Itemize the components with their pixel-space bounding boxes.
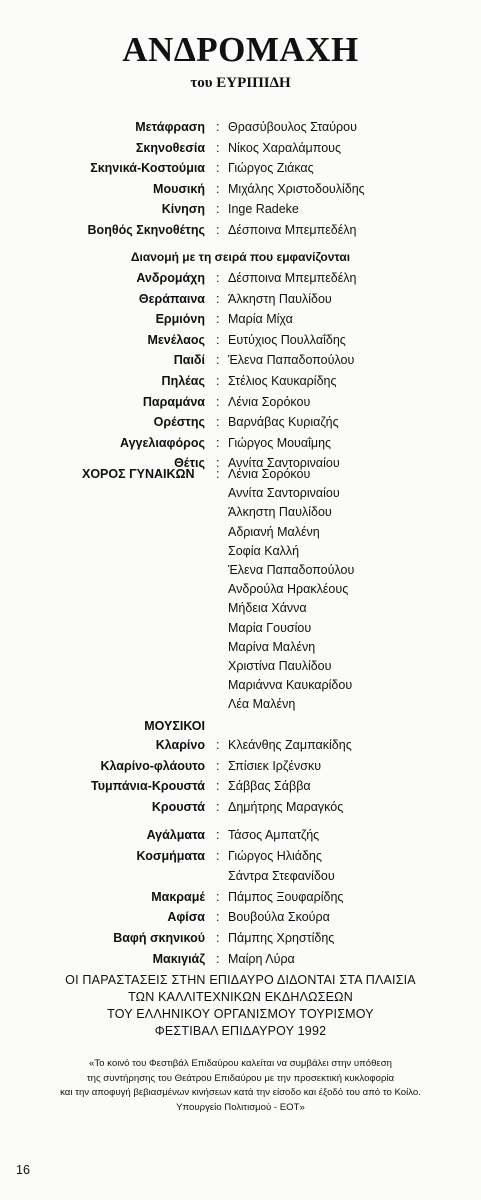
- cast-name: Στέλιος Καυκαρίδης: [228, 373, 337, 388]
- extra-name: Μαίρη Λύρα: [228, 951, 295, 966]
- cast-row: [0, 374, 481, 395]
- extra-role: Βαφή σκηνικού: [113, 930, 205, 945]
- cast-colon: :: [216, 435, 220, 450]
- extra-role: Μακιγιάζ: [152, 951, 205, 966]
- crew-role: Βοηθός Σκηνοθέτης: [87, 222, 205, 237]
- cast-colon: :: [216, 415, 220, 430]
- musician-role: Τυμπάνια-Κρουστά: [91, 779, 205, 794]
- extra-role: Αγάλματα: [146, 828, 205, 842]
- cast-role: Ορέστης: [153, 415, 205, 430]
- crew-role: Σκηνοθεσία: [135, 140, 205, 155]
- crew-colon: :: [216, 161, 220, 176]
- extra-row: [0, 828, 481, 849]
- extra-name: Πάμπος Ξουφαρίδης: [228, 889, 344, 904]
- crew-row: [0, 161, 481, 182]
- crew-colon: :: [216, 202, 220, 217]
- extra-colon: :: [216, 951, 220, 966]
- crew-row: [0, 120, 481, 141]
- crew-name: Νίκος Χαραλάμπους: [228, 140, 342, 155]
- chorus-member-name: Ανδρούλα Ηρακλέους: [228, 582, 349, 597]
- chorus-member-name: Έλενα Παπαδοπούλου: [228, 562, 355, 577]
- musician-colon: :: [216, 779, 220, 794]
- crew-role: Σκηνικά-Κοστούμια: [90, 161, 205, 176]
- musician-row: [0, 759, 481, 780]
- extra-name: Πάμπης Χρηστίδης: [228, 930, 335, 945]
- notice-line: ΦΕΣΤΙΒΑΛ ΕΠΙΔΑΥΡΟΥ 1992: [154, 1024, 327, 1038]
- extra-row: [0, 849, 481, 870]
- cast-role: Πηλέας: [161, 373, 205, 388]
- notice-line: ΤΟΥ ΕΛΛΗΝΙΚΟΥ ΟΡΓΑΝΙΣΜΟΥ ΤΟΥΡΙΣΜΟΥ: [107, 1007, 374, 1021]
- crew-name: Θρασύβουλος Σταύρου: [228, 120, 357, 134]
- quote-line: και την αποφυγή βεβιασμένων κινήσεων κατά την είσοδο και έξοδό του από το Κοίλο.: [60, 1087, 421, 1098]
- chorus-member-name: Μήδεια Χάννα: [228, 601, 307, 616]
- crew-colon: :: [216, 120, 220, 134]
- musician-colon: :: [216, 799, 220, 814]
- chorus-member-name: Μαρίνα Μαλένη: [228, 639, 316, 654]
- notice-line: ΤΩΝ ΚΑΛΛΙΤΕΧΝΙΚΩΝ ΕΚΔΗΛΩΣΕΩΝ: [128, 990, 353, 1004]
- extra-row: [0, 910, 481, 931]
- cast-role: Θέτις: [174, 456, 205, 471]
- musician-name: Σάββας Σάββα: [228, 779, 311, 794]
- cast-role: Παιδί: [173, 353, 205, 368]
- musicians-list: [0, 738, 481, 820]
- cast-colon: :: [216, 271, 220, 285]
- extra-role: Κοσμήματα: [136, 848, 205, 863]
- cast-row: [0, 312, 481, 333]
- chorus-member-name: Χριστίνα Παυλίδου: [228, 658, 332, 673]
- extras-list: [0, 828, 481, 972]
- crew-name: Inge Radeke: [228, 202, 299, 217]
- musician-role: Κλαρίνο-φλάουτο: [100, 758, 205, 773]
- crew-role: Κίνηση: [161, 202, 205, 217]
- quote-line: της συντήρησης του Θεάτρου Επιδαύρου με την προσεκτική κυκλοφορία: [86, 1072, 395, 1084]
- cast-row: [0, 436, 481, 457]
- musician-role: Κρουστά: [151, 799, 205, 814]
- extra-name: Σάντρα Στεφανίδου: [228, 869, 335, 884]
- chorus-member-name: Μαριάννα Καυκαρίδου: [228, 678, 353, 693]
- cast-role: Θεράπαινα: [138, 291, 205, 306]
- crew-name: Μιχάλης Χριστοδουλίδης: [228, 181, 365, 196]
- crew-name: Γιώργος Ζιάκας: [228, 161, 314, 176]
- cast-row: [0, 415, 481, 436]
- musician-colon: :: [216, 738, 220, 752]
- cast-heading: Διανομή με τη σειρά που εμφανίζονται: [130, 250, 351, 264]
- extra-colon: :: [216, 889, 220, 904]
- cast-name: Μαρία Μίχα: [228, 312, 293, 327]
- cast-row: [0, 271, 481, 292]
- extra-colon: :: [216, 828, 220, 842]
- musician-row: [0, 779, 481, 800]
- musicians-heading: ΜΟΥΣΙΚΟΙ: [144, 719, 205, 733]
- cast-colon: :: [216, 291, 220, 306]
- cast-row: [0, 395, 481, 416]
- extra-row: [0, 931, 481, 952]
- extra-colon: :: [216, 930, 220, 945]
- cast-colon: :: [216, 312, 220, 327]
- crew-row: [0, 182, 481, 203]
- crew-row: [0, 202, 481, 223]
- crew-colon: :: [216, 222, 220, 237]
- page-number: 16: [16, 1163, 30, 1177]
- chorus-heading: [82, 467, 195, 481]
- extra-role: Μακραμέ: [151, 889, 205, 904]
- festival-notice: [0, 972, 481, 1040]
- cast-colon: :: [216, 332, 220, 347]
- chorus-member-name: Άλκηστη Παυλίδου: [228, 505, 332, 520]
- extra-row: [0, 869, 481, 890]
- cast-role: Μενέλαος: [147, 332, 205, 347]
- musician-name: Κλεάνθης Ζαμπακίδης: [228, 738, 352, 752]
- chorus-names: [228, 467, 354, 716]
- quote-line: «Το κοινό του Φεστιβάλ Επιδαύρου καλείται να συμβάλει στην υπόθεση: [89, 1058, 392, 1069]
- extra-name: Τάσος Αμπατζής: [228, 828, 320, 842]
- notice-line: ΟΙ ΠΑΡΑΣΤΑΣΕΙΣ ΣΤΗΝ ΕΠΙΔΑΥΡΟ ΔΙΔΟΝΤΑΙ ΣΤΑ ΠΛΑΙΣΙΑ: [65, 973, 416, 987]
- extra-colon: :: [216, 848, 220, 863]
- cast-name: Ευτύχιος Πουλλαΐδης: [228, 332, 346, 347]
- cast-role: Παραμάνα: [142, 394, 205, 409]
- cast-colon: :: [216, 373, 220, 388]
- cast-colon: :: [216, 456, 220, 471]
- chorus-member-name: Αδριανή Μαλένη: [228, 524, 320, 539]
- cast-row: [0, 353, 481, 374]
- cast-role: Ερμιόνη: [155, 312, 205, 327]
- crew-colon: :: [216, 140, 220, 155]
- extra-name: Γιώργος Ηλιάδης: [228, 848, 322, 863]
- extra-row: [0, 890, 481, 911]
- cast-name: Γιώργος Μουαΐμης: [228, 435, 332, 450]
- crew-role: Μετάφραση: [135, 120, 205, 134]
- cast-colon: :: [216, 394, 220, 409]
- extra-colon: :: [216, 910, 220, 925]
- crew-row: [0, 223, 481, 244]
- extra-name: Βουβούλα Σκούρα: [228, 910, 330, 925]
- chorus-member-name: Αννίτα Σαντοριναίου: [228, 486, 340, 501]
- musician-name: Δημήτρης Μαραγκός: [228, 799, 344, 814]
- cast-name: Αννίτα Σαντοριναίου: [228, 456, 340, 471]
- chorus-member-name: Σοφία Καλλή: [228, 543, 300, 558]
- crew-name: Δέσποινα Μπεμπεδέλη: [228, 222, 357, 237]
- cast-role: Ανδρομάχη: [136, 271, 205, 285]
- quote-line: Υπουργείο Πολιτισμού - ΕΟΤ»: [176, 1101, 305, 1113]
- musician-colon: :: [216, 758, 220, 773]
- chorus-member-name: Μαρία Γουσίου: [228, 620, 312, 635]
- chorus-member-name: Λέα Μαλένη: [228, 697, 296, 712]
- extra-row: [0, 952, 481, 973]
- cast-name: Δέσποινα Μπεμπεδέλη: [228, 271, 357, 285]
- crew-row: [0, 141, 481, 162]
- ministry-quote: [0, 1057, 481, 1115]
- cast-role: Αγγελιαφόρος: [120, 435, 205, 450]
- extra-role: Αφίσα: [167, 910, 205, 925]
- chorus-member-name: Λένια Σορόκου: [228, 467, 311, 481]
- crew-list: [0, 120, 481, 244]
- musician-row: [0, 738, 481, 759]
- cast-row: [0, 292, 481, 313]
- musician-row: [0, 800, 481, 821]
- chorus-colon: :: [216, 467, 220, 481]
- chorus-role: ΧΟΡΟΣ ΓΥΝΑΙΚΩΝ: [82, 467, 195, 481]
- cast-list: [0, 271, 481, 477]
- play-title: ΑΝΔΡΟΜΑΧΗ: [122, 30, 359, 69]
- author-subtitle: του ΕΥΡΙΠΙΔΗ: [190, 75, 291, 91]
- crew-colon: :: [216, 181, 220, 196]
- musician-role: Κλαρίνο: [155, 738, 205, 752]
- musician-name: Σπίσιεκ Ιρζένσκυ: [228, 758, 322, 773]
- cast-name: Βαρνάβας Κυριαζής: [228, 415, 339, 430]
- cast-name: Λένια Σορόκου: [228, 394, 311, 409]
- cast-row: [0, 333, 481, 354]
- cast-name: Άλκηστη Παυλίδου: [228, 291, 332, 306]
- crew-role: Μουσική: [153, 181, 205, 196]
- cast-name: Έλενα Παπαδοπούλου: [228, 353, 355, 368]
- cast-colon: :: [216, 353, 220, 368]
